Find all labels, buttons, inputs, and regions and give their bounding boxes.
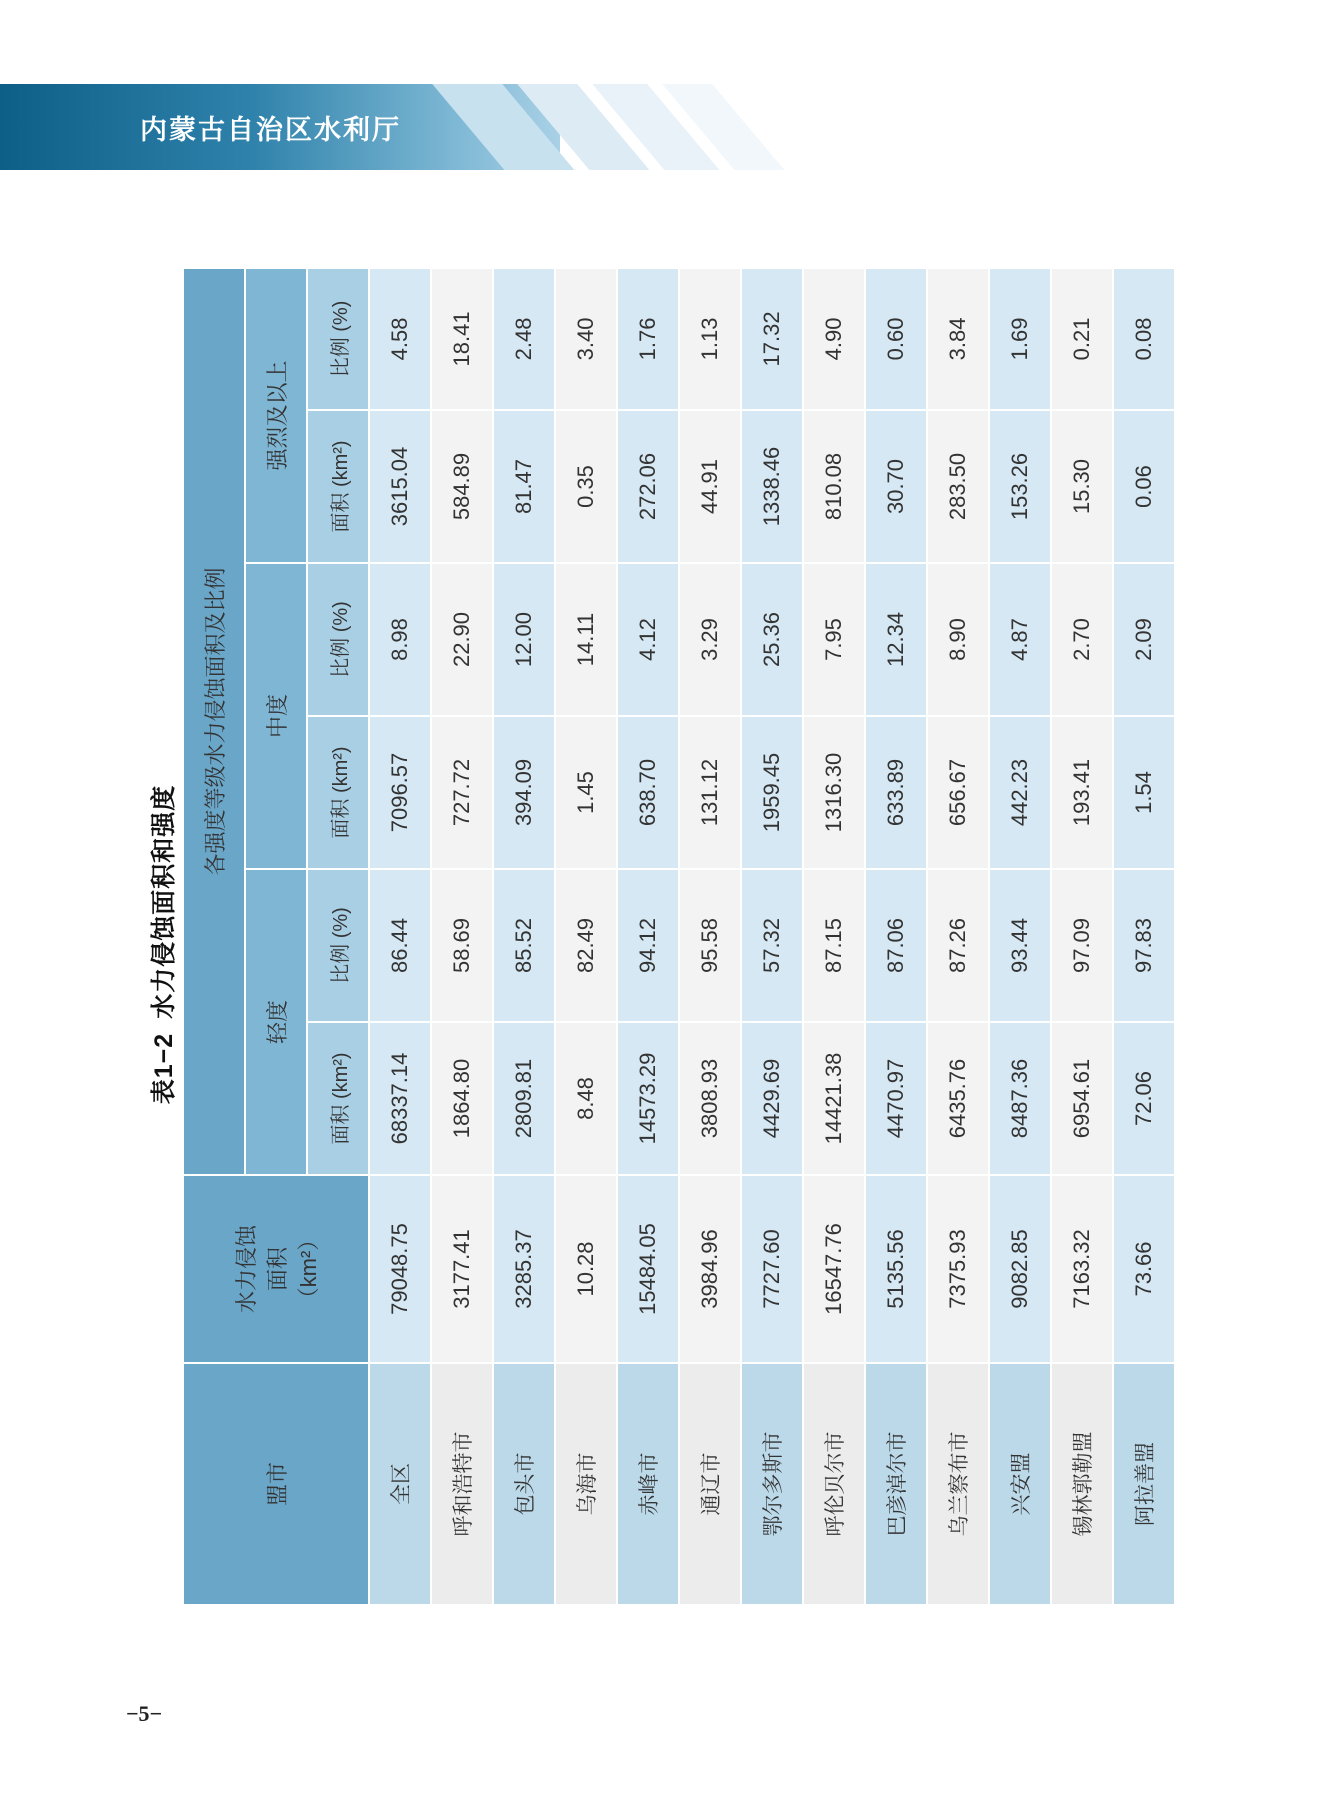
table-row <box>803 268 865 1605</box>
region-name-cell: 兴安盟 <box>989 1363 1051 1605</box>
col-header-group: 各强度等级水力侵蚀面积及比例 <box>183 268 245 1175</box>
value-cell: 72.06 <box>1113 1022 1175 1175</box>
region-name-cell: 赤峰市 <box>617 1363 679 1605</box>
value-cell: 1338.46 <box>741 410 803 563</box>
total-line1: 水力侵蚀 <box>233 1225 259 1314</box>
value-cell: 15.30 <box>1051 410 1113 563</box>
value-cell: 87.26 <box>927 869 989 1022</box>
value-cell: 87.15 <box>803 869 865 1022</box>
value-cell: 7375.93 <box>927 1175 989 1363</box>
region-name-cell: 锡林郭勒盟 <box>1051 1363 1113 1605</box>
region-name-cell: 乌海市 <box>555 1363 617 1605</box>
value-cell: 2.48 <box>493 268 555 410</box>
value-cell: 14573.29 <box>617 1022 679 1175</box>
value-cell: 93.44 <box>989 869 1051 1022</box>
region-name-cell: 乌兰察布市 <box>927 1363 989 1605</box>
header-title: 内蒙古自治区水利厅 <box>140 115 401 145</box>
value-cell: 14.11 <box>555 563 617 716</box>
value-cell: 131.12 <box>679 716 741 869</box>
value-cell: 1.13 <box>679 268 741 410</box>
region-name-cell: 包头市 <box>493 1363 555 1605</box>
value-cell: 3.84 <box>927 268 989 410</box>
value-cell: 8.48 <box>555 1022 617 1175</box>
value-cell: 394.09 <box>493 716 555 869</box>
table-row <box>1113 268 1175 1605</box>
table-row <box>741 268 803 1605</box>
table-row <box>865 268 927 1605</box>
value-cell: 8.98 <box>369 563 431 716</box>
value-cell: 9082.85 <box>989 1175 1051 1363</box>
value-cell: 3.29 <box>679 563 741 716</box>
value-cell: 12.34 <box>865 563 927 716</box>
value-cell: 82.49 <box>555 869 617 1022</box>
region-name-cell: 阿拉善盟 <box>1113 1363 1175 1605</box>
col-header-severe-area: 面积 (km²) <box>307 410 369 563</box>
table-row <box>617 268 679 1605</box>
col-header-light: 轻度 <box>245 869 307 1175</box>
value-cell: 584.89 <box>431 410 493 563</box>
value-cell: 14421.38 <box>803 1022 865 1175</box>
value-cell: 79048.75 <box>369 1175 431 1363</box>
value-cell: 272.06 <box>617 410 679 563</box>
value-cell: 16547.76 <box>803 1175 865 1363</box>
value-cell: 656.67 <box>927 716 989 869</box>
col-header-moderate: 中度 <box>245 563 307 869</box>
value-cell: 1.76 <box>617 268 679 410</box>
region-name-cell: 呼伦贝尔市 <box>803 1363 865 1605</box>
caption-label: 表1−2 <box>150 1032 178 1105</box>
value-cell: 81.47 <box>493 410 555 563</box>
value-cell: 8.90 <box>927 563 989 716</box>
value-cell: 68337.14 <box>369 1022 431 1175</box>
value-cell: 283.50 <box>927 410 989 563</box>
col-header-moderate-ratio: 比例 (%) <box>307 563 369 716</box>
value-cell: 4.58 <box>369 268 431 410</box>
value-cell: 94.12 <box>617 869 679 1022</box>
col-header-light-area: 面积 (km²) <box>307 1022 369 1175</box>
col-header-light-ratio: 比例 (%) <box>307 869 369 1022</box>
col-header-severe-ratio: 比例 (%) <box>307 268 369 410</box>
value-cell: 73.66 <box>1113 1175 1175 1363</box>
value-cell: 25.36 <box>741 563 803 716</box>
value-cell: 6954.61 <box>1051 1022 1113 1175</box>
value-cell: 0.08 <box>1113 268 1175 410</box>
region-name-cell: 呼和浩特市 <box>431 1363 493 1605</box>
value-cell: 2.09 <box>1113 563 1175 716</box>
value-cell: 442.23 <box>989 716 1051 869</box>
value-cell: 1316.30 <box>803 716 865 869</box>
value-cell: 153.26 <box>989 410 1051 563</box>
col-header-total <box>183 1175 369 1363</box>
value-cell: 8487.36 <box>989 1022 1051 1175</box>
value-cell: 3808.93 <box>679 1022 741 1175</box>
table-row <box>369 268 431 1605</box>
value-cell: 1864.80 <box>431 1022 493 1175</box>
value-cell: 5135.56 <box>865 1175 927 1363</box>
value-cell: 4.87 <box>989 563 1051 716</box>
value-cell: 4.12 <box>617 563 679 716</box>
value-cell: 3984.96 <box>679 1175 741 1363</box>
value-cell: 7096.57 <box>369 716 431 869</box>
value-cell: 7727.60 <box>741 1175 803 1363</box>
table-row <box>1051 268 1113 1605</box>
value-cell: 810.08 <box>803 410 865 563</box>
col-header-severe: 强烈及以上 <box>245 268 307 563</box>
value-cell: 87.06 <box>865 869 927 1022</box>
value-cell: 2.70 <box>1051 563 1113 716</box>
total-line2: 面积 <box>264 1247 290 1292</box>
table-row <box>431 268 493 1605</box>
value-cell: 18.41 <box>431 268 493 410</box>
value-cell: 95.58 <box>679 869 741 1022</box>
page-number: −5− <box>126 1701 163 1726</box>
value-cell: 727.72 <box>431 716 493 869</box>
value-cell: 0.21 <box>1051 268 1113 410</box>
value-cell: 2809.81 <box>493 1022 555 1175</box>
value-cell: 0.35 <box>555 410 617 563</box>
value-cell: 7163.32 <box>1051 1175 1113 1363</box>
value-cell: 30.70 <box>865 410 927 563</box>
value-cell: 0.60 <box>865 268 927 410</box>
value-cell: 193.41 <box>1051 716 1113 869</box>
value-cell: 3177.41 <box>431 1175 493 1363</box>
value-cell: 3615.04 <box>369 410 431 563</box>
caption-title: 水力侵蚀面积和强度 <box>150 784 178 1019</box>
value-cell: 22.90 <box>431 563 493 716</box>
region-name-cell: 通辽市 <box>679 1363 741 1605</box>
table-row <box>989 268 1051 1605</box>
value-cell: 1.54 <box>1113 716 1175 869</box>
region-name-cell: 鄂尔多斯市 <box>741 1363 803 1605</box>
value-cell: 12.00 <box>493 563 555 716</box>
col-header-region: 盟市 <box>183 1363 369 1605</box>
col-header-moderate-area: 面积 (km²) <box>307 716 369 869</box>
table-row <box>555 268 617 1605</box>
table-row <box>493 268 555 1605</box>
value-cell: 4.90 <box>803 268 865 410</box>
value-cell: 3285.37 <box>493 1175 555 1363</box>
value-cell: 4470.97 <box>865 1022 927 1175</box>
value-cell: 97.83 <box>1113 869 1175 1022</box>
value-cell: 6435.76 <box>927 1022 989 1175</box>
erosion-table <box>182 267 1176 1606</box>
value-cell: 58.69 <box>431 869 493 1022</box>
region-name-cell: 巴彦淖尔市 <box>865 1363 927 1605</box>
value-cell: 86.44 <box>369 869 431 1022</box>
value-cell: 1.69 <box>989 268 1051 410</box>
value-cell: 15484.05 <box>617 1175 679 1363</box>
value-cell: 85.52 <box>493 869 555 1022</box>
value-cell: 0.06 <box>1113 410 1175 563</box>
value-cell: 7.95 <box>803 563 865 716</box>
region-name-cell: 全区 <box>369 1363 431 1605</box>
value-cell: 1.45 <box>555 716 617 869</box>
value-cell: 57.32 <box>741 869 803 1022</box>
rotated-table-block <box>140 269 1182 1606</box>
value-cell: 1959.45 <box>741 716 803 869</box>
value-cell: 3.40 <box>555 268 617 410</box>
total-line3: （km²） <box>295 1228 321 1310</box>
table-caption <box>144 269 180 1606</box>
table-row <box>927 268 989 1605</box>
value-cell: 633.89 <box>865 716 927 869</box>
value-cell: 17.32 <box>741 268 803 410</box>
value-cell: 44.91 <box>679 410 741 563</box>
value-cell: 10.28 <box>555 1175 617 1363</box>
value-cell: 638.70 <box>617 716 679 869</box>
value-cell: 4429.69 <box>741 1022 803 1175</box>
table-row <box>679 268 741 1605</box>
value-cell: 97.09 <box>1051 869 1113 1022</box>
